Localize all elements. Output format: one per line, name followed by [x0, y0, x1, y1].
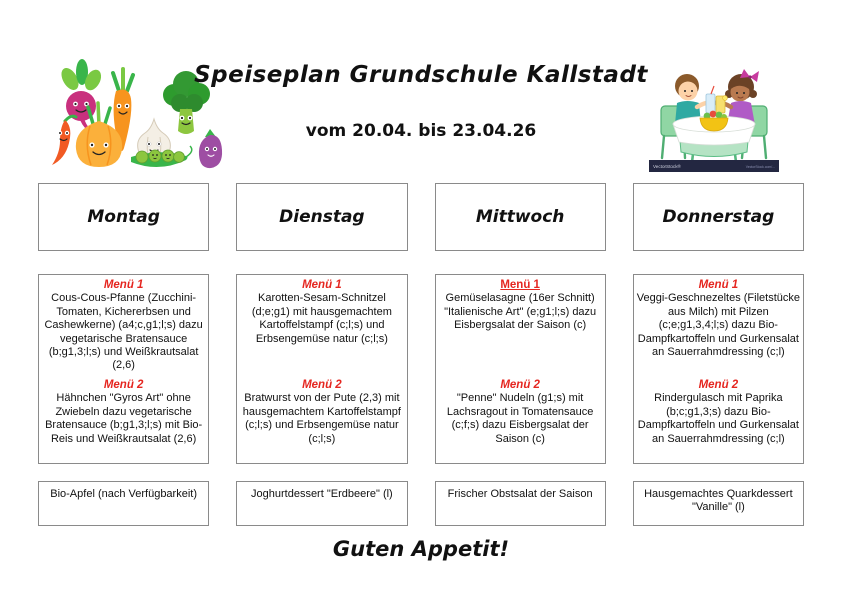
menu2-text: Hähnchen "Gyros Art" ohne Zwiebeln dazu vegetarische Bratensauce (b;g1,3;l;s) mit Bio-Reis und Weißkrautsalat (2,6)	[45, 392, 203, 445]
salad-bowl	[700, 111, 728, 131]
menu2-label: Menü 2	[698, 379, 739, 391]
day-header-dienstag: Dienstag	[236, 183, 407, 251]
menu1-section	[637, 279, 800, 379]
footer-greeting: Guten Appetit!	[332, 537, 510, 561]
menu2-label: Menü 2	[103, 379, 144, 391]
menu1-text: Veggi-Geschnezeltes (Filetstücke aus Milch) mit Pilzen (c;e;g1,3,4;l;s) dazu Bio-Dampfkartoffeln und Gurkensalat an Sauerrahmdressing (c;l)	[636, 292, 800, 359]
day-header-row	[38, 183, 804, 251]
menu-box-montag	[38, 274, 209, 464]
menu2-section	[439, 379, 602, 446]
menu2-label: Menü 2	[302, 379, 342, 391]
dessert-box-montag: Bio-Apfel (nach Verfügbarkeit)	[38, 481, 209, 526]
watermark-left-text: VectorStock®	[653, 164, 681, 169]
menu-box-mittwoch	[435, 274, 606, 464]
menu1-label: Menü 1	[103, 279, 144, 291]
menu1-text: Cous-Cous-Pfanne (Zucchini-Tomaten, Kichererbsen und Cashewkerne) (a4;c,g1;l;s) dazu vegetarische Bratensauce (b;g1,3;l;s) und Weißkrautsalat (2,6)	[44, 292, 203, 372]
menu2-section	[637, 379, 800, 446]
menu1-section	[439, 279, 602, 379]
menu2-section	[42, 379, 205, 446]
menu1-section	[240, 279, 403, 379]
menu-row	[38, 274, 804, 464]
menu2-text: Bratwurst von der Pute (2,3) mit hausgemachtem Kartoffelstampf (c;l;s) und Erbsengemüse natur (c;l;s)	[242, 392, 401, 445]
dessert-box-dienstag: Joghurtdessert "Erdbeere" (l)	[236, 481, 407, 526]
day-header-mittwoch: Mittwoch	[435, 183, 606, 251]
day-header-donnerstag: Donnerstag	[633, 183, 804, 251]
menu2-label: Menü 2	[500, 379, 540, 391]
menu1-text: Karotten-Sesam-Schnitzel (d;e;g1) mit hausgemachtem Kartoffelstampf (c;l;s) und Erbsengemüse natur (c;l;s)	[251, 292, 392, 345]
dessert-box-mittwoch: Frischer Obstsalat der Saison	[435, 481, 606, 526]
menu1-label: Menü 1	[500, 279, 540, 291]
dessert-row	[38, 481, 804, 526]
menu1-label: Menü 1	[302, 279, 342, 291]
menu1-section	[42, 279, 205, 379]
page-title: Speiseplan Grundschule Kallstadt	[194, 62, 648, 88]
drink-glasses	[706, 86, 727, 113]
menu2-text: "Penne" Nudeln (g1;s) mit Lachsragout in Tomatensauce (c;f;s) dazu Eisbergsalat der Saison (c)	[446, 392, 594, 445]
date-range: vom 20.04. bis 23.04.26	[305, 121, 537, 141]
menu1-text: Gemüselasagne (16er Schnitt) "Italienische Art" (e;g1;l;s) dazu Eisbergsalat der Saison (c)	[444, 292, 597, 332]
menu-box-dienstag	[236, 274, 407, 464]
menu2-text: Rindergulasch mit Paprika (b;c;g1,3;s) dazu Bio-Dampfkartoffeln und Gurkensalat an Sauerrahmdressing (c;l)	[637, 392, 799, 445]
menu1-label: Menü 1	[698, 279, 739, 291]
watermark-bar	[649, 160, 779, 172]
watermark-right-text: VectorStock.com/...	[745, 165, 775, 169]
menu-box-donnerstag	[633, 274, 804, 464]
dessert-box-donnerstag: Hausgemachtes Quarkdessert "Vanille" (l)	[633, 481, 804, 526]
children-eating-clipart-image	[649, 58, 779, 172]
day-header-montag: Montag	[38, 183, 209, 251]
menu2-section	[240, 379, 403, 446]
